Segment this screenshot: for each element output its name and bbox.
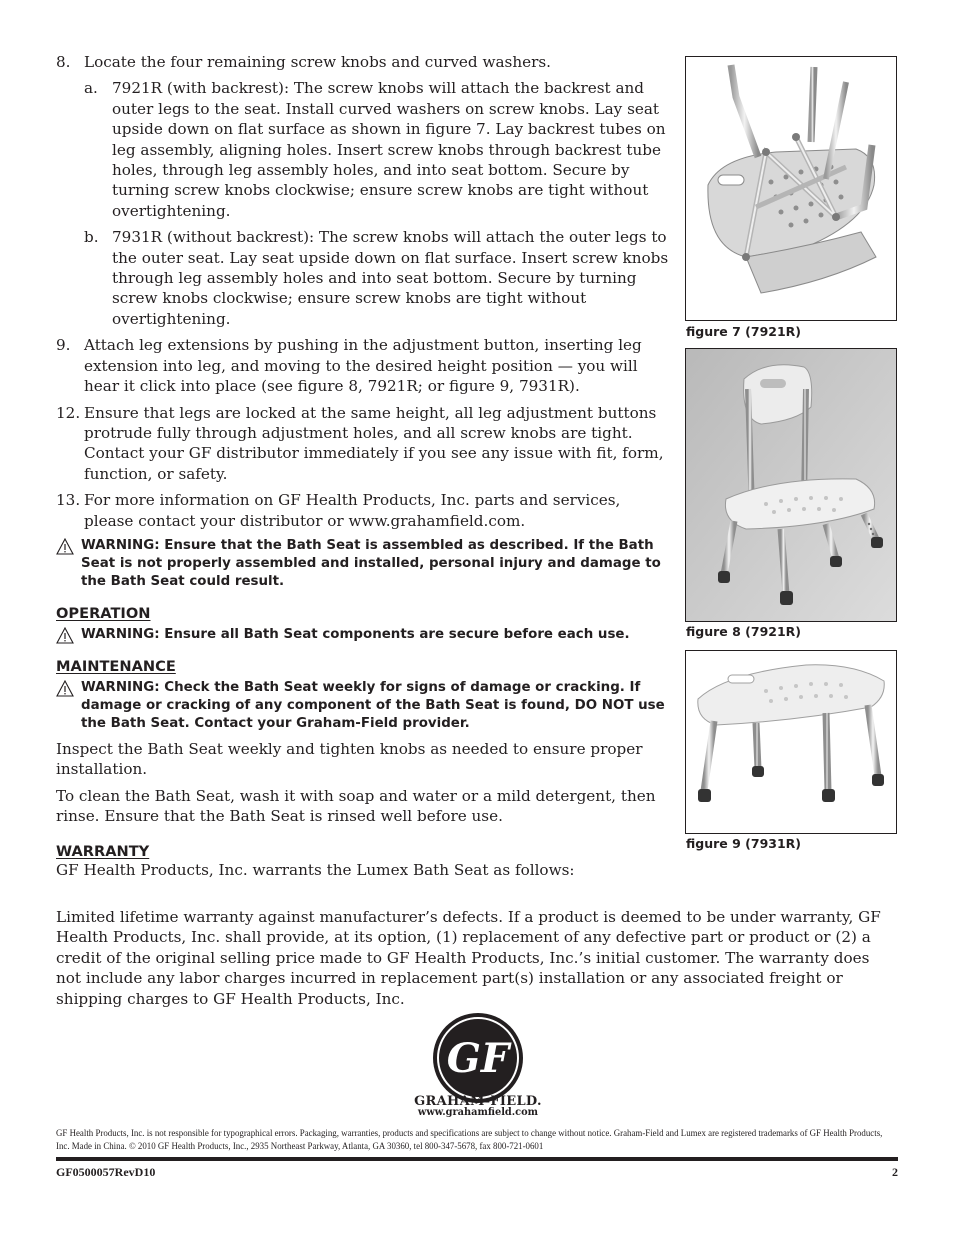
substep-text: 7921R (with backrest): The screw knobs will attach the backrest and outer legs to the seat. Install curved washers on screw knobs. Lay seat upside down on flat surface as shown in figure 7. Lay backrest tubes on leg assembly, aligning holes. Insert screw knobs through backrest tube holes, through leg assembly holes, and into seat bottom. Secure by turning screw knobs clockwise; ensure screw knobs are tight without overtightening. (112, 79, 666, 220)
step-number: 8. (56, 53, 71, 71)
step-8a (56, 78, 671, 221)
figure-8-image (685, 348, 897, 622)
step-text: Attach leg extensions by pushing in the adjustment button, inserting leg extension into leg, and moving to the desired height position — you will hear it click into place (see figure 8, 7921R; or figure 9, 7931R). (84, 336, 642, 396)
figure-8-caption: figure 8 (7921R) (686, 624, 801, 639)
figure-9-image (685, 650, 897, 834)
step-number: 13. (56, 491, 81, 510)
warning-triangle-icon (56, 680, 74, 697)
figure-7-caption: figure 7 (7921R) (686, 324, 801, 339)
step-8b (56, 227, 671, 329)
figure-9-caption: figure 9 (7931R) (686, 836, 801, 851)
substep-letter: b. (84, 228, 99, 247)
operation-warning (56, 626, 671, 644)
step-9 (56, 335, 671, 396)
instructions-column (56, 52, 671, 880)
logo-mark: GF (446, 1035, 510, 1082)
graham-field-logo (430, 1010, 526, 1106)
maintenance-clean-paragraph: To clean the Bath Seat, wash it with soap and water or a mild detergent, then rinse. Ensure that the Bath Seat is rinsed well before use. (56, 786, 656, 826)
figure-7-image (685, 56, 897, 321)
warning-text: WARNING: Ensure all Bath Seat components are secure before each use. (81, 626, 630, 642)
brand-url: www.grahamfield.com (417, 1107, 539, 1118)
warranty-body: Limited lifetime warranty against manufacturer’s defects. If a product is deemed to be under warranty, GF Health Products, Inc. shall provide, at its option, (1) replacement of any defective part or product or (2) a credit of the original selling price made to GF Health Products, Inc.’s initial customer. The warranty does not include any labor charges incurred in replacement part(s) installation or any associated freight or shipping charges to GF Health Products, Inc. (56, 908, 881, 1008)
step-8 (56, 52, 671, 72)
step-text: For more information on GF Health Products, Inc. parts and services, please contact your distributor or www.grahamfield.com. (84, 491, 621, 530)
step-12 (56, 403, 671, 485)
brand-name: GRAHAM-FIELD. (414, 1094, 542, 1109)
warranty-intro: GF Health Products, Inc. warrants the Lumex Bath Seat as follows: (56, 860, 575, 879)
operation-heading: OPERATION (56, 604, 151, 622)
substep-text: 7931R (without backrest): The screw knobs will attach the outer legs to the outer seat. Lay seat upside down on flat surface. Insert screw knobs through leg assembly holes and into seat bottom. Secure by turning screw knobs clockwise; ensure screw knobs are tight without overtightening. (112, 228, 669, 328)
page-number: 2 (892, 1165, 898, 1179)
footer-rule (56, 1157, 898, 1161)
warning-triangle-icon (56, 538, 74, 555)
step-text: Ensure that legs are locked at the same height, all leg adjustment buttons protrude fully through adjustment holes, and all screw knobs are tight. Contact your GF distributor immediately if you see any issue with fit, form, function, or safety. (84, 403, 664, 483)
warning-text: WARNING: Check the Bath Seat weekly for signs of damage or cracking. If damage or cracking of any component of the Bath Seat is found, DO NOT use the Bath Seat. Contact your Graham-Field provider. (81, 679, 665, 731)
maintenance-heading: MAINTENANCE (56, 657, 176, 675)
substep-letter: a. (84, 79, 98, 98)
step-text: Locate the four remaining screw knobs and curved washers. (84, 53, 551, 71)
warranty-heading: WARRANTY (56, 842, 150, 860)
step-number: 12. (56, 403, 81, 422)
document-number: GF0500057RevD10 (56, 1165, 156, 1179)
warning-triangle-icon (56, 627, 74, 644)
warning-text: WARNING: Ensure that the Bath Seat is assembled as described. If the Bath Seat is not properly assembled and installed, personal injury and damage to the Bath Seat could result. (81, 537, 661, 589)
maintenance-inspect-paragraph: Inspect the Bath Seat weekly and tighten knobs as needed to ensure proper installation. (56, 739, 643, 779)
footer-fineprint: GF Health Products, Inc. is not responsible for typographical errors. Packaging, warranties, products and specifications are subject to change without notice. Graham-Field and Lumex are registered trademarks of GF Health Products, Inc. Made in China. © 2010 GF Health Products, Inc., 2935 Northeast Parkway, Atlanta, GA 30360, tel 800-347-5678, fax 800-721-0601 (56, 1128, 883, 1151)
maintenance-warning (56, 679, 671, 733)
step-13 (56, 490, 671, 531)
assembly-warning (56, 537, 671, 591)
step-number: 9. (56, 336, 71, 355)
